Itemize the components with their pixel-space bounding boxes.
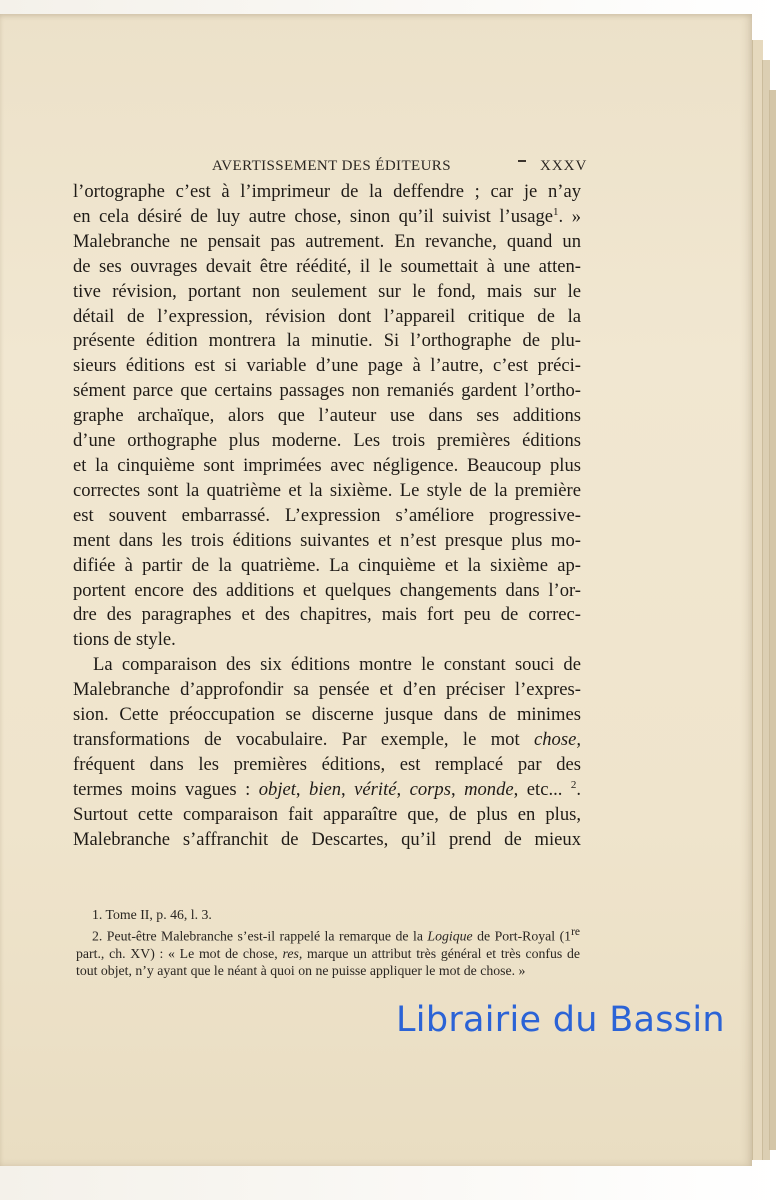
text-line: de ses ouvrages devait être réédité, il le soumettait à une atten- <box>73 255 581 277</box>
text-line: et la cinquième sont imprimées avec négligence. Beaucoup plus <box>73 454 581 476</box>
text-line: termes moins vagues : objet, bien, vérité, corps, monde, etc... $^2$. <box>73 778 582 800</box>
footnote-ref: 1 <box>553 205 559 218</box>
running-head <box>0 154 752 178</box>
text-line: portent encore des additions et quelques changements dans l’or- <box>73 579 581 601</box>
page-number: XXXV <box>540 158 588 174</box>
italic-term: chose, <box>534 728 581 750</box>
text-line: dre des paragraphes et des chapitres, mais fort peu de correc- <box>73 604 581 626</box>
italic-term: objet <box>258 778 296 800</box>
page-edge <box>769 90 776 1150</box>
body-text <box>73 180 581 852</box>
footnote-ref: 2 <box>570 778 577 791</box>
footnote-1: 1. Tome II, p. 46, l. 3. <box>92 907 212 922</box>
italic-term: corps <box>409 778 451 800</box>
text-line: difiée à partir de la quatrième. La cinquième et la sixième ap- <box>73 554 581 576</box>
text-line: fréquent dans les premières éditions, est remplacé par des <box>73 753 581 775</box>
watermark: Librairie du Bassin <box>396 1000 725 1040</box>
text-line: sément parce que certains passages non remaniés gardent l’ortho- <box>73 380 581 402</box>
text-line: transformations de vocabulaire. Par exemple, le mot chose, <box>73 728 581 750</box>
text-line: ment dans les trois éditions suivantes et n’est presque plus mo- <box>73 529 581 551</box>
italic-term: monde <box>464 778 514 800</box>
text-line: l’ortographe c’est à l’imprimeur de la deffendre ; car je n’ay <box>73 181 581 202</box>
text-line: détail de l’expression, révision dont l’appareil critique de la <box>73 305 581 327</box>
footnote-2: 2. Peut-être Malebranche s’est-il rappelé la remarque de la Logique de Port-Royal (1re part., ch. XV) : « Le mot de chose, res, marque un attribut très général et très confus de tout objet, n’y ayant que le néant à quoi on ne puisse appliquer le mot de chose. » <box>76 925 581 979</box>
text-line: sieurs éditions est si variable d’une page à l’autre, c’est préci- <box>73 355 581 377</box>
text-line: est souvent embarrassé. L’expression s’améliore progressive- <box>73 504 581 526</box>
text-line: correctes sont la quatrième et la sixième. Le style de la première <box>73 479 581 501</box>
italic-term: bien <box>309 778 342 800</box>
text-line: Surtout cette comparaison fait apparaître que, de plus en plus, <box>73 803 581 825</box>
text-line: Malebranche s’affranchit de Descartes, qu’il prend de mieux <box>73 828 581 850</box>
text-line: présente édition montrera la minutie. Si l’orthographe de plu- <box>73 330 581 352</box>
print-mark <box>518 160 526 162</box>
text-line: d’une orthographe plus moderne. Les trois premières éditions <box>73 430 581 452</box>
footnotes <box>76 906 580 980</box>
text-line: tions de style. <box>73 629 176 651</box>
text-line: La comparaison des six éditions montre le constant souci de <box>93 654 581 676</box>
text-line: sion. Cette préoccupation se discerne jusque dans de minimes <box>73 704 581 726</box>
text-line: Malebranche ne pensait pas autrement. En revanche, quand un <box>73 230 581 252</box>
text-line: tive révision, portant non seulement sur le fond, mais sur le <box>73 280 581 302</box>
text-line: en cela désiré de luy autre chose, sinon qu’il suivist l’usage$^1$. » <box>73 205 581 227</box>
text-line: Malebranche d’approfondir sa pensée et d’en préciser l’expres- <box>73 679 581 701</box>
text-line: graphe archaïque, alors que l’auteur use dans ses additions <box>73 405 581 427</box>
italic-term: vérité <box>354 778 397 800</box>
running-head-title: AVERTISSEMENT DES ÉDITEURS <box>212 158 451 174</box>
